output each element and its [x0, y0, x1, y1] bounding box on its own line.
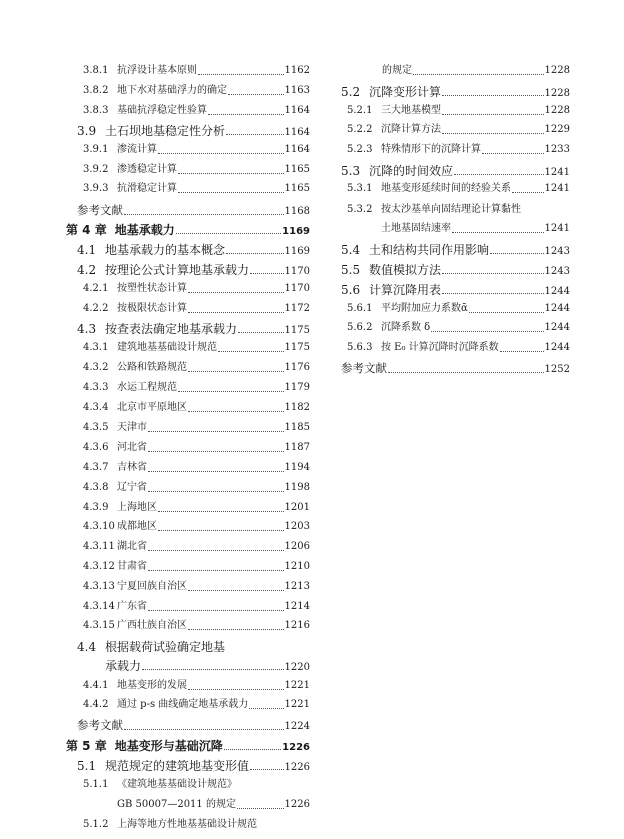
toc-entry-page: 1194	[284, 462, 310, 473]
dot-leader	[148, 471, 284, 472]
dot-leader	[148, 550, 284, 551]
dot-leader	[148, 451, 284, 452]
toc-entry-title: 的规定	[382, 65, 412, 76]
dot-leader	[442, 114, 544, 115]
toc-entry-page: 1226	[282, 742, 310, 753]
dot-leader	[178, 192, 284, 193]
toc-entry[interactable]	[381, 224, 570, 234]
toc-entry[interactable]	[83, 165, 310, 175]
toc-entry-title: 渗流计算	[117, 144, 157, 155]
toc-entry-title: 沉降变形计算	[369, 85, 442, 99]
toc-entry-page: 1182	[284, 402, 310, 413]
dot-leader	[469, 312, 544, 313]
toc-entry-page: 1214	[284, 601, 310, 612]
toc-entry-title: 渗透稳定计算	[117, 164, 177, 175]
toc-entry[interactable]	[83, 463, 310, 473]
toc-entry-page: 1179	[284, 382, 310, 393]
toc-entry-number: 4.3.11	[83, 541, 115, 552]
toc-entry-page: 1213	[284, 581, 310, 592]
toc-entry[interactable]	[83, 542, 310, 552]
toc-entry-number: 4.3.4	[83, 402, 109, 413]
toc-entry-page: 1241	[544, 223, 570, 234]
toc-entry[interactable]	[341, 165, 570, 178]
toc-entry-page: 1162	[284, 65, 310, 76]
dot-leader	[238, 332, 284, 333]
toc-entry-page: 1175	[284, 342, 310, 353]
toc-entry[interactable]	[83, 621, 310, 631]
toc-entry-page: 1168	[284, 206, 310, 217]
toc-entry-page: 1244	[544, 286, 570, 297]
toc-entry[interactable]	[83, 780, 310, 790]
dot-leader	[226, 134, 284, 135]
dot-leader	[142, 669, 284, 670]
toc-entry[interactable]	[347, 323, 570, 333]
dot-leader	[250, 273, 284, 274]
dot-leader	[452, 232, 544, 233]
dot-leader	[178, 173, 284, 174]
toc-entry-title: 广西壮族自治区	[117, 620, 187, 631]
dot-leader	[413, 74, 544, 75]
toc-entry[interactable]	[83, 304, 310, 314]
toc-entry-title: 地下水对基础浮力的确定	[117, 85, 227, 96]
toc-entry-number: 4.3.3	[83, 382, 109, 393]
dot-leader	[188, 312, 284, 313]
toc-entry-title: 土和结构共同作用影响	[369, 243, 490, 257]
dot-leader	[512, 192, 544, 193]
toc-entry[interactable]	[83, 582, 310, 592]
toc-entry-number: 5.5	[341, 263, 361, 277]
toc-entry-page: 1244	[544, 342, 570, 353]
toc-entry[interactable]	[77, 125, 310, 138]
toc-entry[interactable]	[382, 66, 570, 76]
toc-entry-page: 1185	[284, 422, 310, 433]
toc-entry-page: 1187	[284, 442, 310, 453]
toc-entry-number: 5.3	[341, 164, 361, 178]
toc-entry-number: 5.2.1	[347, 105, 373, 116]
toc-entry-page: 1176	[284, 362, 310, 373]
toc-entry[interactable]	[83, 700, 310, 710]
toc-entry-page: 1228	[544, 105, 570, 116]
toc-entry[interactable]	[347, 184, 570, 194]
toc-entry[interactable]	[347, 304, 570, 314]
toc-entry-number: 第 4 章	[66, 223, 107, 237]
toc-entry[interactable]	[83, 66, 310, 76]
toc-entry-title: 抗滑稳定计算	[117, 183, 177, 194]
toc-entry[interactable]	[83, 343, 310, 353]
toc-entry-number: 5.1.2	[83, 819, 109, 830]
dot-leader	[228, 94, 284, 95]
dot-leader	[188, 689, 284, 690]
toc-entry-page: 1228	[544, 65, 570, 76]
dot-leader	[224, 749, 281, 750]
toc-entry-number: 4.3.12	[83, 561, 115, 572]
dot-leader	[442, 273, 544, 274]
toc-entry[interactable]	[83, 184, 310, 194]
toc-entry-number: 4.2.1	[83, 283, 109, 294]
toc-entry[interactable]	[83, 681, 310, 691]
toc-entry-title: 上海等地方性地基基础设计规范	[117, 819, 257, 830]
toc-entry-title: 按理论公式计算地基承载力	[105, 263, 250, 277]
toc-entry[interactable]	[347, 145, 570, 155]
toc-entry-title: 承载力	[105, 659, 142, 673]
toc-entry-title: 规范规定的建筑地基变形值	[105, 759, 250, 773]
toc-entry-page: 1203	[284, 521, 310, 532]
dot-leader	[431, 331, 543, 332]
dot-leader	[148, 610, 284, 611]
toc-entry-number: 5.6	[341, 283, 361, 297]
toc-entry-title: 参考文献	[77, 718, 123, 732]
toc-entry[interactable]	[77, 323, 310, 336]
toc-entry[interactable]	[83, 602, 310, 612]
toc-entry[interactable]	[77, 720, 310, 732]
toc-entry-page: 1226	[284, 799, 310, 810]
toc-entry-number: 4.4.2	[83, 699, 109, 710]
dot-leader	[218, 351, 284, 352]
toc-entry-page: 1224	[284, 721, 310, 732]
toc-entry-page: 1164	[284, 127, 310, 138]
toc-entry-page: 1243	[544, 246, 570, 257]
toc-entry[interactable]	[83, 383, 310, 393]
toc-entry-number: 5.1	[77, 759, 97, 773]
toc-entry[interactable]	[341, 284, 570, 297]
toc-entry-title: 基础抗浮稳定性验算	[117, 105, 207, 116]
toc-entry[interactable]	[341, 363, 570, 375]
toc-entry-number: 4.1	[77, 243, 97, 257]
dot-leader	[237, 808, 284, 809]
toc-entry-title: 三大地基模型	[381, 105, 441, 116]
toc-entry-number: 4.3.6	[83, 442, 109, 453]
dot-leader	[124, 214, 284, 215]
toc-entry-title: 沉降计算方法	[381, 124, 441, 135]
toc-entry-page: 1206	[284, 541, 310, 552]
dot-leader	[148, 491, 284, 492]
toc-entry-title: 参考文献	[341, 361, 387, 375]
toc-entry[interactable]	[83, 503, 310, 513]
toc-entry-title: 根据载荷试验确定地基	[105, 640, 226, 654]
toc-entry-number: 5.3.1	[347, 183, 373, 194]
toc-entry-title: 参考文献	[77, 203, 123, 217]
dot-leader	[442, 293, 544, 294]
toc-entry-title: 水运工程规范	[117, 382, 177, 393]
toc-entry-number: 5.2.3	[347, 144, 373, 155]
dot-leader	[158, 153, 284, 154]
toc-entry[interactable]	[347, 343, 570, 353]
toc-entry-title: 地基承载力的基本概念	[105, 243, 226, 257]
dot-leader	[188, 371, 284, 372]
toc-entry-title: 沉降系数 δ	[381, 322, 431, 333]
toc-entry-title: 甘肃省	[117, 561, 147, 572]
toc-entry[interactable]	[77, 205, 310, 217]
toc-entry-title: 河北省	[117, 442, 147, 453]
toc-entry-title: 计算沉降用表	[369, 283, 442, 297]
toc-entry-page: 1164	[284, 144, 310, 155]
toc-entry-page: 1172	[284, 303, 310, 314]
toc-entry-number: 3.9	[77, 124, 97, 138]
dot-leader	[250, 769, 284, 770]
dot-leader	[148, 570, 284, 571]
toc-entry[interactable]	[83, 86, 310, 96]
toc-entry-number: 4.2	[77, 263, 97, 277]
toc-entry-title: 沉降的时间效应	[369, 164, 454, 178]
toc-entry-number: 3.8.1	[83, 65, 109, 76]
dot-leader	[124, 729, 284, 730]
toc-entry-title: 抗浮设计基本原则	[117, 65, 197, 76]
toc-entry-title: 地基承载力	[114, 223, 175, 237]
dot-leader	[442, 95, 544, 96]
dot-leader	[249, 708, 283, 709]
toc-entry-page: 1221	[284, 680, 310, 691]
toc-entry-page: 1169	[284, 246, 310, 257]
toc-entry[interactable]	[341, 86, 570, 99]
toc-entry-number: 5.1.1	[83, 779, 109, 790]
toc-entry[interactable]	[77, 244, 310, 257]
toc-entry[interactable]	[77, 760, 310, 773]
toc-entry[interactable]	[83, 483, 310, 493]
toc-entry-title: 数值模拟方法	[369, 263, 442, 277]
toc-entry-title: 地基变形延续时间的经验关系	[381, 183, 511, 194]
toc-entry-number: 5.3.2	[347, 204, 373, 215]
toc-entry[interactable]	[83, 284, 310, 294]
toc-entry-title: 北京市平原地区	[117, 402, 187, 413]
toc-entry-page: 1170	[284, 283, 310, 294]
toc-entry-number: 3.9.3	[83, 183, 109, 194]
toc-entry[interactable]	[341, 244, 570, 257]
toc-entry-title: 湖北省	[117, 541, 147, 552]
dot-leader	[500, 351, 544, 352]
dot-leader	[442, 133, 544, 134]
dot-leader	[188, 292, 284, 293]
toc-entry[interactable]	[83, 562, 310, 572]
toc-entry[interactable]	[83, 423, 310, 433]
dot-leader	[482, 153, 544, 154]
dot-leader	[198, 74, 284, 75]
toc-entry-page: 1165	[284, 164, 310, 175]
toc-entry-page: 1228	[544, 88, 570, 99]
toc-entry-page: 1201	[284, 502, 310, 513]
toc-entry[interactable]	[347, 125, 570, 135]
toc-entry-title: 天津市	[117, 422, 147, 433]
toc-entry-title: 广东省	[117, 601, 147, 612]
toc-entry-number: 4.2.2	[83, 303, 109, 314]
toc-entry-number: 3.9.1	[83, 144, 109, 155]
toc-entry[interactable]	[347, 205, 570, 215]
toc-entry-number: 5.6.3	[347, 342, 373, 353]
toc-entry-page: 1198	[284, 482, 310, 493]
toc-entry[interactable]	[347, 106, 570, 116]
toc-entry[interactable]	[83, 403, 310, 413]
toc-entry-title: 地基变形与基础沉降	[114, 739, 223, 753]
toc-entry[interactable]	[77, 641, 310, 653]
toc-entry-number: 4.3.15	[83, 620, 115, 631]
toc-entry-number: 4.3.13	[83, 581, 115, 592]
toc-entry-page: 1216	[284, 620, 310, 631]
toc-entry-title: 成都地区	[117, 521, 157, 532]
toc-entry-number: 4.3.9	[83, 502, 109, 513]
toc-entry-page: 1226	[284, 762, 310, 773]
toc-entry-page: 1233	[544, 144, 570, 155]
toc-entry-title: 建筑地基基础设计规范	[117, 342, 217, 353]
toc-entry-number: 5.2.2	[347, 124, 373, 135]
toc-entry-title: 辽宁省	[117, 482, 147, 493]
toc-entry[interactable]	[77, 264, 310, 277]
toc-entry-title: GB 50007—2011 的规定	[117, 799, 236, 810]
toc-entry-number: 4.4	[77, 640, 97, 654]
toc-entry-page: 1175	[284, 325, 310, 336]
toc-entry-number: 4.3.8	[83, 482, 109, 493]
toc-entry[interactable]	[83, 522, 310, 532]
toc-entry-number: 4.3.1	[83, 342, 109, 353]
toc-entry-page: 1165	[284, 183, 310, 194]
toc-entry-title: 按查表法确定地基承载力	[105, 322, 238, 336]
toc-entry-title: 平均附加应力系数ᾱ	[381, 303, 468, 314]
toc-entry-page: 1243	[544, 266, 570, 277]
toc-entry[interactable]	[83, 106, 310, 116]
toc-entry-number: 第 5 章	[66, 739, 107, 753]
toc-entry-page: 1220	[284, 662, 310, 673]
dot-leader	[148, 431, 284, 432]
toc-entry-number: 4.3.10	[83, 521, 115, 532]
toc-entry-title: 上海地区	[117, 502, 157, 513]
dot-leader	[454, 174, 544, 175]
toc-entry[interactable]	[66, 740, 310, 753]
toc-entry-page: 1221	[284, 699, 310, 710]
toc-entry-number: 5.6.1	[347, 303, 373, 314]
toc-entry-number: 4.3	[77, 322, 97, 336]
toc-entry[interactable]	[83, 443, 310, 453]
toc-entry-title: 《建筑地基基础设计规范》	[117, 779, 237, 790]
toc-entry-title: 土地基固结速率	[381, 223, 451, 234]
toc-entry-number: 4.3.7	[83, 462, 109, 473]
toc-entry-title: 公路和铁路规范	[117, 362, 187, 373]
toc-entry-number: 4.3.5	[83, 422, 109, 433]
toc-entry-page: 1241	[544, 183, 570, 194]
toc-entry-title: 按太沙基单向固结理论计算黏性	[381, 204, 521, 215]
toc-entry-page: 1244	[544, 303, 570, 314]
dot-leader	[188, 590, 284, 591]
toc-entry-page: 1170	[284, 266, 310, 277]
toc-entry-number: 4.3.14	[83, 601, 115, 612]
dot-leader	[388, 372, 544, 373]
toc-entry[interactable]	[341, 264, 570, 277]
dot-leader	[188, 629, 284, 630]
toc-entry-page: 1229	[544, 124, 570, 135]
toc-entry-title: 特殊情形下的沉降计算	[381, 144, 481, 155]
dot-leader	[226, 253, 284, 254]
toc-entry-number: 5.2	[341, 85, 361, 99]
toc-entry-number: 3.8.3	[83, 105, 109, 116]
dot-leader	[178, 391, 284, 392]
dot-leader	[176, 233, 281, 234]
toc-entry-title: 地基变形的发展	[117, 680, 187, 691]
toc-entry-page: 1244	[544, 322, 570, 333]
dot-leader	[158, 530, 284, 531]
toc-entry-page: 1163	[284, 85, 310, 96]
toc-entry-title: 按塑性状态计算	[117, 283, 187, 294]
toc-entry-title: 吉林省	[117, 462, 147, 473]
toc-entry-title: 通过 p-s 曲线确定地基承载力	[117, 699, 249, 710]
toc-entry-number: 4.3.2	[83, 362, 109, 373]
toc-entry-title: 宁夏回族自治区	[117, 581, 187, 592]
toc-entry-page: 1210	[284, 561, 310, 572]
toc-entry-number: 5.6.2	[347, 322, 373, 333]
toc-entry-page: 1252	[544, 364, 570, 375]
toc-entry[interactable]	[83, 363, 310, 373]
toc-entry-page: 1241	[544, 167, 570, 178]
dot-leader	[490, 253, 544, 254]
toc-entry-number: 3.9.2	[83, 164, 109, 175]
dot-leader	[188, 411, 284, 412]
toc-entry[interactable]	[83, 145, 310, 155]
toc-entry-number: 5.4	[341, 243, 361, 257]
toc-entry-page: 1164	[284, 105, 310, 116]
toc-entry-title: 按 E₀ 计算沉降时沉降系数	[381, 342, 499, 353]
toc-entry[interactable]	[105, 660, 310, 673]
toc-entry-page: 1169	[282, 226, 310, 237]
toc-entry-title: 土石坝地基稳定性分析	[105, 124, 226, 138]
toc-entry-number: 3.8.2	[83, 85, 109, 96]
dot-leader	[158, 511, 284, 512]
toc-entry-title: 按极限状态计算	[117, 303, 187, 314]
dot-leader	[208, 114, 284, 115]
toc-entry[interactable]	[66, 224, 310, 237]
toc-entry-number: 4.4.1	[83, 680, 109, 691]
toc-entry[interactable]	[117, 800, 310, 810]
toc-entry[interactable]	[83, 820, 310, 830]
